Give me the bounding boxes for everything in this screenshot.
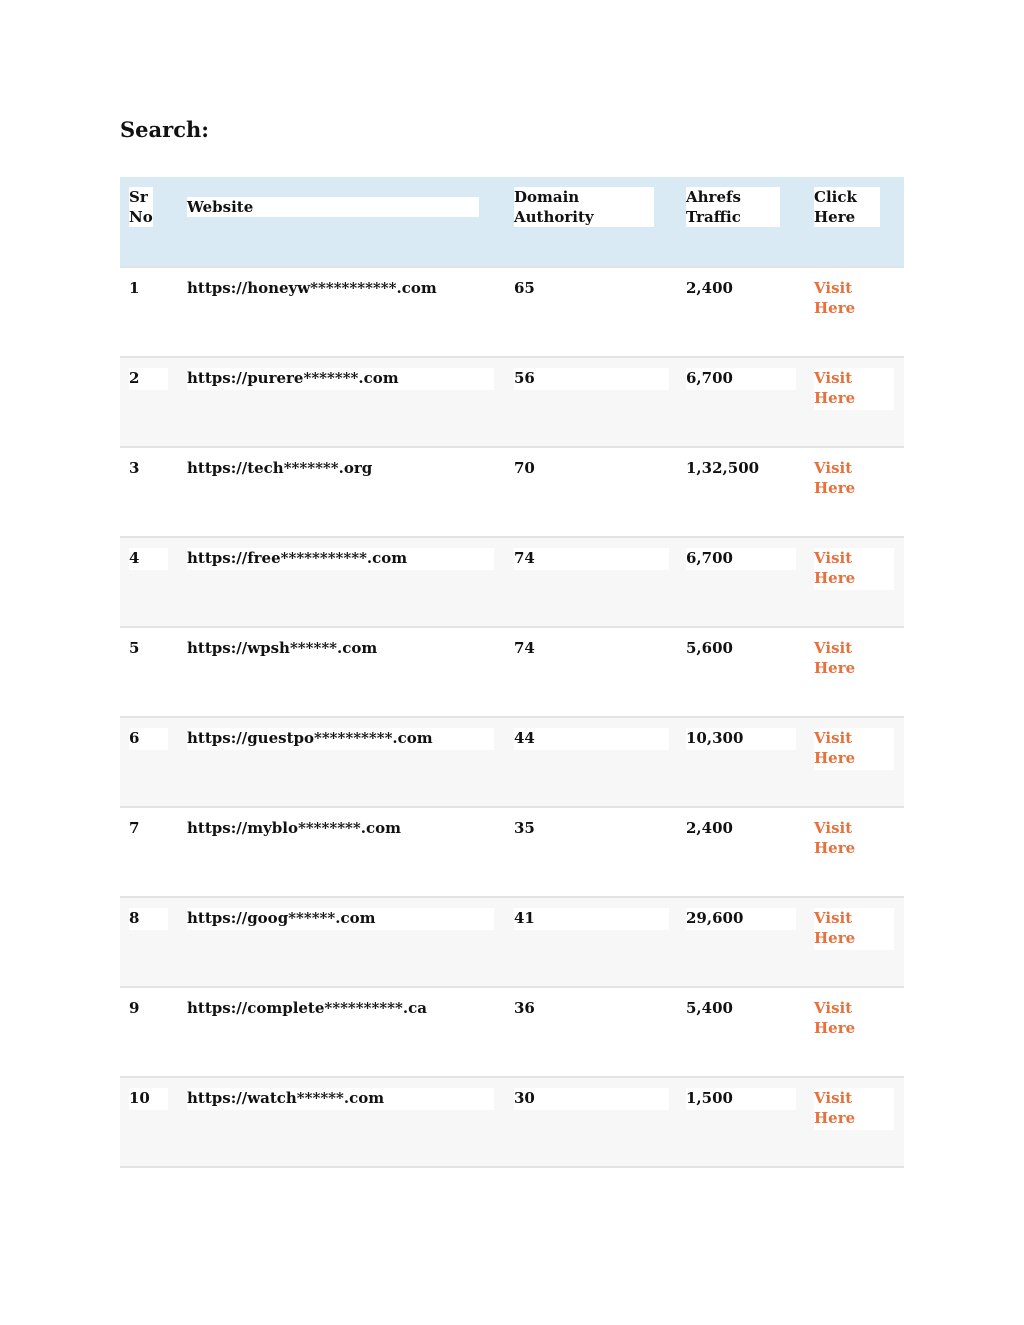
table-header-row (120, 177, 904, 268)
table-row (120, 1078, 904, 1168)
click-here-cell (814, 818, 864, 858)
ahrefs-traffic-cell: 1,32,500 (686, 459, 760, 477)
visit-here-link[interactable]: Visit Here (814, 729, 856, 767)
sr-no-cell: 6 (129, 728, 168, 750)
table-row (120, 448, 904, 538)
visit-here-link[interactable]: Visit Here (814, 549, 856, 587)
visit-here-link[interactable]: Visit Here (814, 909, 856, 947)
website-cell: https://purere*******.com (187, 368, 494, 390)
click-here-cell (814, 1088, 894, 1130)
ahrefs-traffic-cell: 5,600 (686, 639, 733, 657)
visit-here-link[interactable]: Visit Here (814, 369, 856, 407)
ahrefs-traffic-cell: 5,400 (686, 999, 733, 1017)
domain-authority-cell: 44 (514, 728, 669, 750)
visit-here-link[interactable]: Visit Here (814, 279, 856, 317)
website-cell: https://goog******.com (187, 908, 494, 930)
domain-authority-cell: 70 (514, 459, 535, 477)
ahrefs-traffic-cell: 29,600 (686, 908, 796, 930)
sr-no-cell: 9 (129, 999, 140, 1017)
website-cell: https://watch******.com (187, 1088, 494, 1110)
ahrefs-traffic-cell: 2,400 (686, 279, 733, 297)
domain-authority-cell: 35 (514, 819, 535, 837)
website-cell: https://complete**********.ca (187, 999, 427, 1017)
website-cell: https://tech*******.org (187, 459, 373, 477)
domain-authority-cell: 65 (514, 279, 535, 297)
ahrefs-traffic-cell: 10,300 (686, 728, 796, 750)
visit-here-link[interactable]: Visit Here (814, 819, 856, 857)
click-here-cell (814, 278, 864, 318)
search-label: Search: (120, 117, 210, 142)
click-here-cell (814, 638, 864, 678)
click-here-cell (814, 548, 894, 590)
visit-here-link[interactable]: Visit Here (814, 999, 856, 1037)
click-here-cell (814, 458, 864, 498)
sites-table (120, 177, 904, 1168)
header-website: Website (187, 197, 479, 217)
website-cell: https://free***********.com (187, 548, 494, 570)
table-row (120, 808, 904, 898)
domain-authority-cell: 36 (514, 999, 535, 1017)
click-here-cell (814, 908, 894, 950)
table-row (120, 988, 904, 1078)
ahrefs-traffic-cell: 6,700 (686, 548, 796, 570)
sr-no-cell: 1 (129, 279, 140, 297)
header-domain-authority: Domain Authority (514, 187, 654, 227)
website-cell: https://honeyw***********.com (187, 279, 437, 297)
domain-authority-cell: 30 (514, 1088, 669, 1110)
table-row (120, 718, 904, 808)
click-here-cell (814, 998, 864, 1038)
table-row (120, 268, 904, 358)
click-here-cell (814, 368, 894, 410)
table-row (120, 538, 904, 628)
visit-here-link[interactable]: Visit Here (814, 459, 856, 497)
ahrefs-traffic-cell: 1,500 (686, 1088, 796, 1110)
domain-authority-cell: 56 (514, 368, 669, 390)
header-ahrefs-traffic: Ahrefs Traffic (686, 187, 780, 227)
header-sr-no: Sr No (129, 188, 153, 226)
sr-no-cell: 10 (129, 1088, 168, 1110)
click-here-cell (814, 728, 894, 770)
sr-no-cell: 2 (129, 368, 168, 390)
website-cell: https://guestpo**********.com (187, 728, 494, 750)
website-cell: https://wpsh******.com (187, 639, 378, 657)
domain-authority-cell: 74 (514, 639, 535, 657)
sr-no-cell: 3 (129, 459, 140, 477)
table-row (120, 358, 904, 448)
table-row (120, 898, 904, 988)
sr-no-cell: 8 (129, 908, 168, 930)
sr-no-cell: 5 (129, 639, 140, 657)
domain-authority-cell: 41 (514, 908, 669, 930)
domain-authority-cell: 74 (514, 548, 669, 570)
sr-no-cell: 7 (129, 819, 140, 837)
ahrefs-traffic-cell: 2,400 (686, 819, 733, 837)
sr-no-cell: 4 (129, 548, 168, 570)
visit-here-link[interactable]: Visit Here (814, 1089, 856, 1127)
ahrefs-traffic-cell: 6,700 (686, 368, 796, 390)
table-row (120, 628, 904, 718)
visit-here-link[interactable]: Visit Here (814, 639, 856, 677)
website-cell: https://myblo********.com (187, 819, 401, 837)
header-click-here: Click Here (814, 187, 880, 227)
